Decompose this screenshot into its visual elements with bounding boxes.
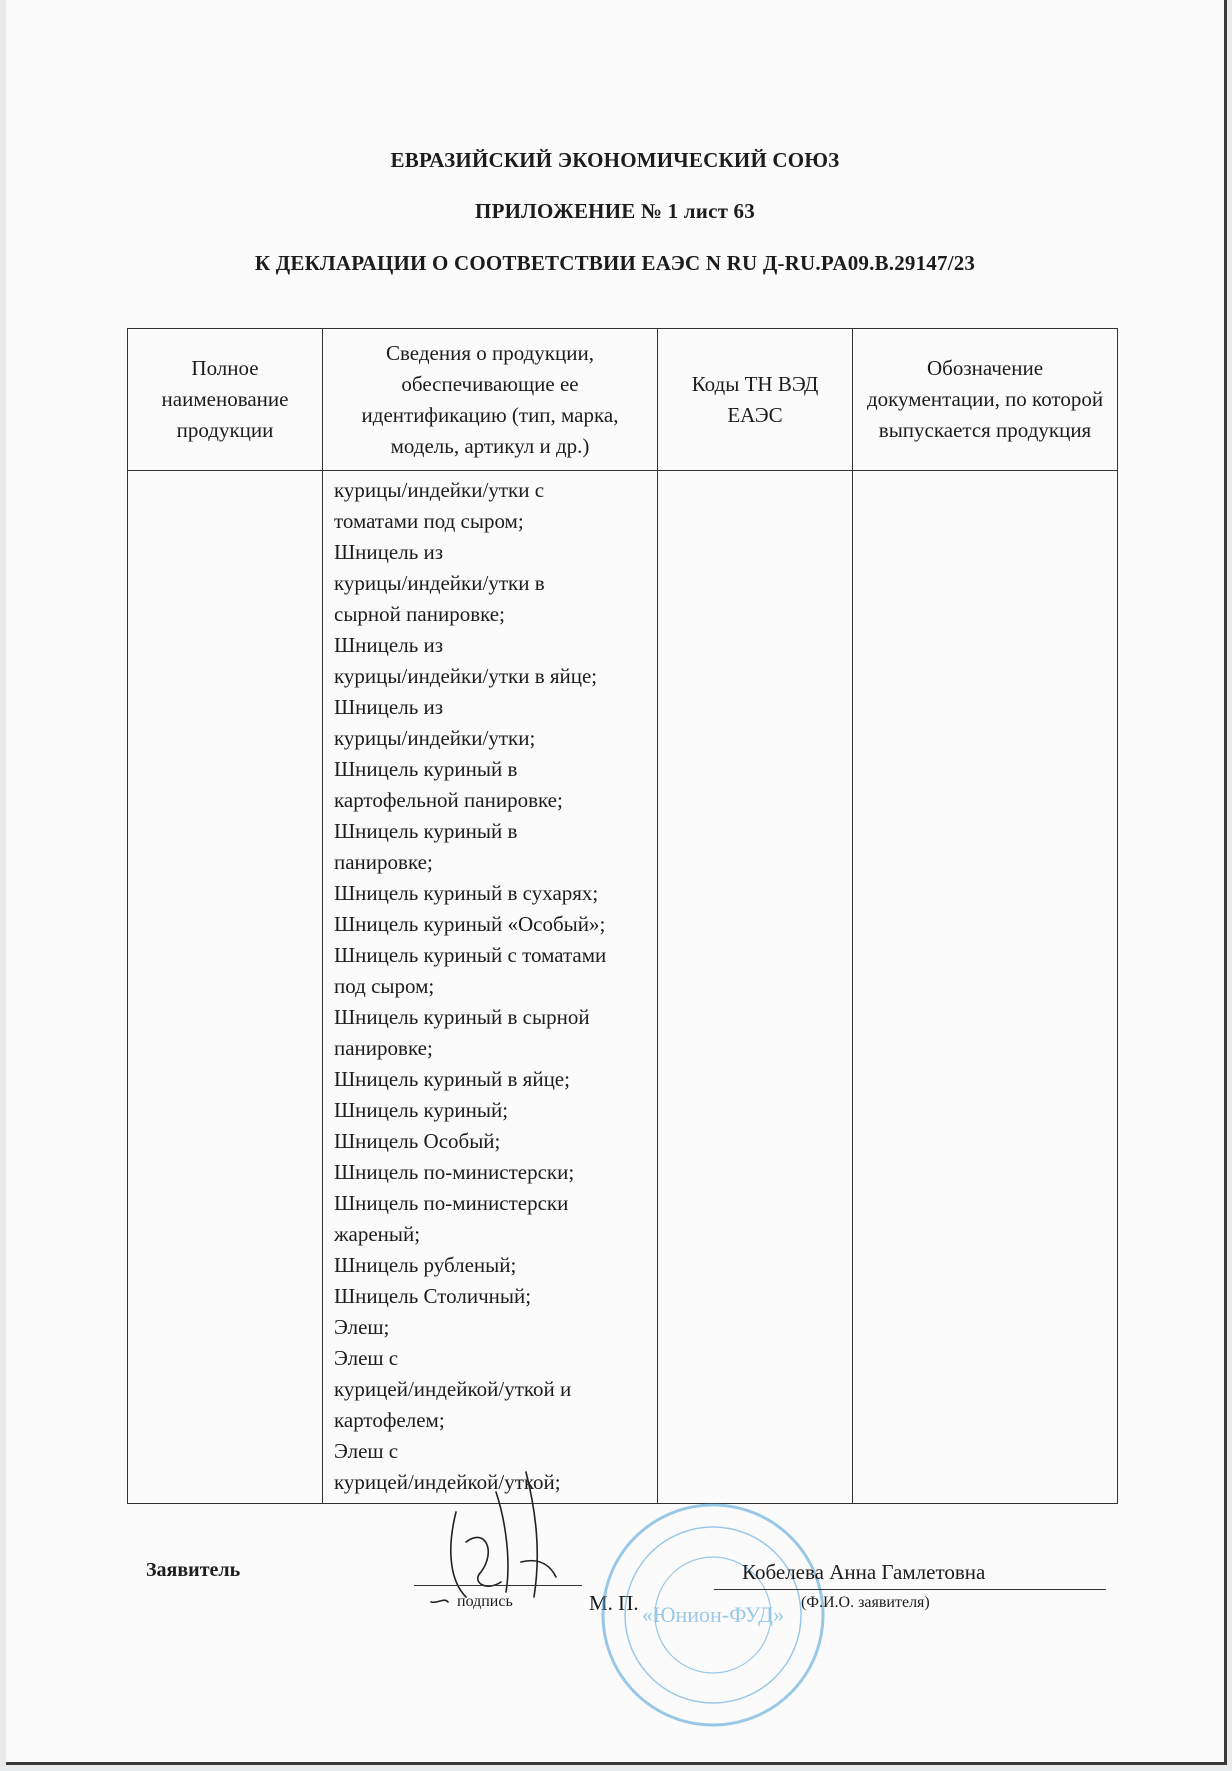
product-line: томатами под сыром; <box>334 509 524 533</box>
product-line: панировке; <box>334 850 433 874</box>
product-line: курицы/индейки/утки в яйце; <box>334 664 598 688</box>
product-line: Шницель куриный «Особый»; <box>334 912 606 936</box>
signature-caption: подпись <box>457 1593 513 1610</box>
appendix-title: ПРИЛОЖЕНИЕ № 1 лист 63 <box>475 199 755 223</box>
cell-product-info <box>323 471 658 1504</box>
product-line: картофельной панировке; <box>334 788 563 812</box>
product-table <box>127 328 1118 1504</box>
product-line: Шницель Особый; <box>334 1129 501 1153</box>
product-line: Шницель из <box>334 540 444 564</box>
product-line: курицы/индейки/утки в <box>334 571 545 595</box>
product-line: Шницель куриный в сухарях; <box>334 881 599 905</box>
product-line: Элеш с <box>334 1346 399 1370</box>
name-line <box>714 1589 1106 1590</box>
table-header-row <box>128 329 1118 471</box>
cell-documentation <box>853 471 1118 1504</box>
product-line: курицей/индейкой/уткой; <box>334 1470 561 1494</box>
declaration-title: К ДЕКЛАРАЦИИ О СООТВЕТСТВИИ ЕАЭС N RU Д-RU.PA09.B.29147/23 <box>254 251 976 275</box>
product-line: курицей/индейкой/уткой и <box>334 1377 572 1401</box>
product-line: Шницель куриный в сырной <box>334 1005 590 1029</box>
column-header-documentation: Обозначение документации, по которой выпускается продукция <box>853 329 1118 471</box>
document-page <box>6 0 1227 1765</box>
stamp-company-name: «Юнион-ФУД» <box>641 1602 785 1627</box>
product-line: Шницель по-министерски <box>334 1191 569 1215</box>
product-line: Шницель куриный в яйце; <box>334 1067 570 1091</box>
product-line: Шницель из <box>334 695 444 719</box>
product-line: Элеш с <box>334 1439 399 1463</box>
product-line: Шницель куриный; <box>334 1098 509 1122</box>
union-title: ЕВРАЗИЙСКИЙ ЭКОНОМИЧЕСКИЙ СОЮЗ <box>390 148 840 172</box>
name-caption: (Ф.И.О. заявителя) <box>801 1594 930 1611</box>
column-header-product-name: Полное наименование продукции <box>128 329 323 471</box>
product-line: Шницель куриный в <box>334 757 518 781</box>
company-stamp <box>598 1500 828 1730</box>
product-line: Шницель из <box>334 633 444 657</box>
product-line: Шницель по-министерски; <box>334 1160 575 1184</box>
product-list <box>324 472 656 1498</box>
product-line: жареный; <box>334 1222 421 1246</box>
column-header-hs-codes: Коды ТН ВЭД ЕАЭС <box>658 329 853 471</box>
seal-label: М. П. <box>589 1591 639 1615</box>
cell-hs-codes <box>658 471 853 1504</box>
applicant-label: Заявитель <box>146 1559 241 1581</box>
product-line: под сыром; <box>334 974 435 998</box>
product-line: картофелем; <box>334 1408 445 1432</box>
product-line: Элеш; <box>334 1315 390 1339</box>
product-line: курицы/индейки/утки; <box>334 726 536 750</box>
product-line: сырной панировке; <box>334 602 505 626</box>
applicant-name: Кобелева Анна Гамлетовна <box>742 1560 986 1584</box>
product-line: курицы/индейки/утки с <box>334 478 545 502</box>
column-header-product-info: Сведения о продукции, обеспечивающие ее идентификацию (тип, марка, модель, артикул и др.) <box>323 329 658 471</box>
product-line: Шницель Столичный; <box>334 1284 532 1308</box>
product-line: Шницель куриный с томатами <box>334 943 607 967</box>
cell-product-name <box>128 471 323 1504</box>
product-line: Шницель рубленый; <box>334 1253 517 1277</box>
signature-line <box>414 1585 582 1586</box>
product-line: Шницель куриный в <box>334 819 518 843</box>
table-row <box>128 471 1118 1504</box>
product-line: панировке; <box>334 1036 433 1060</box>
